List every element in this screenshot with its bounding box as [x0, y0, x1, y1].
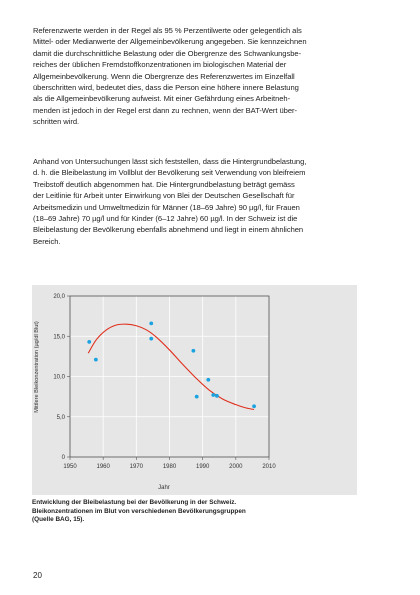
- text-line: Allgemeinbevölkerung. Wenn die Obergrenze des Referenzwertes im Einzelfall: [33, 71, 295, 81]
- data-point: [252, 404, 256, 408]
- text-line: überschritten wird, bedeutet dies, dass die Person eine höhere innere Belastung: [33, 83, 299, 93]
- text-line: reiches der üblichen Fremdstoffkonzentrationen im biologischen Material der: [33, 60, 287, 70]
- data-point: [94, 358, 98, 362]
- text-line: Arbeitsmedizin und Umweltmedizin für Männer (18–69 Jahre) 90 µg/l, für Frauen: [33, 202, 300, 212]
- text-line: als die Allgemeinbevölkerung aufweist. Mit einer Gefährdung eines Arbeitneh-: [33, 94, 291, 104]
- text-line: der Leitlinie für Arbeit unter Einwirkung von Blei der Deutschen Gesellschaft für: [33, 191, 295, 201]
- data-point: [191, 349, 195, 353]
- text-line: damit die durchschnittliche Belastung oder die Obergrenze des Schwankungsbe-: [33, 48, 302, 58]
- x-axis-label: Jahr: [158, 485, 170, 491]
- data-point: [195, 395, 199, 399]
- y-tick-label: 0: [61, 455, 65, 461]
- text-line: schritten wird.: [33, 117, 80, 127]
- chart-trend: [88, 324, 254, 409]
- text-line: (18–69 Jahre) 70 µg/l und für Kinder (6–12 Jahre) 60 µg/l. In der Schweiz ist die: [33, 214, 298, 224]
- caption-line: Bleikonzentrationen im Blut von verschiedenen Bevölkerungsgruppen: [32, 507, 246, 515]
- data-point: [149, 321, 153, 325]
- x-tick-label: 1950: [63, 464, 77, 470]
- text-line: d. h. die Bleibelastung im Vollblut der Bevölkerung seit Verwendung von bleifreiem: [33, 168, 306, 178]
- chart-grid: [70, 296, 269, 457]
- chart-axes: [53, 294, 276, 470]
- x-tick-label: 1990: [195, 464, 210, 470]
- data-point: [87, 340, 91, 344]
- text-line: Bereich.: [33, 236, 61, 246]
- y-tick-label: 10,0: [53, 374, 65, 381]
- trend-line: [88, 324, 254, 409]
- lead-concentration-chart: [32, 285, 357, 495]
- text-line: menden ist jedoch in der Regel erst dann zu rechnen, wenn der BAT-Wert über-: [33, 105, 297, 115]
- text-line: Anhand von Untersuchungen lässt sich feststellen, dass die Hintergrundbelastung,: [33, 157, 307, 166]
- figure-caption: [32, 499, 362, 525]
- x-tick-label: 1970: [129, 464, 144, 470]
- x-tick-label: 1980: [162, 464, 177, 470]
- chart-points: [87, 321, 256, 408]
- page-number: 20: [33, 571, 42, 580]
- y-tick-label: 20,0: [53, 294, 65, 300]
- x-tick-label: 1960: [96, 464, 110, 470]
- text-line: Referenzwerte werden in der Regel als 95 % Perzentilwerte oder gelegentlich als: [33, 26, 302, 35]
- y-tick-label: 15,0: [53, 334, 65, 341]
- text-line: Treibstoff deutlich abgenommen hat. Die Hintergrundbelastung beträgt gemäss: [33, 179, 295, 189]
- data-point: [149, 337, 153, 341]
- x-tick-label: 2000: [229, 464, 243, 470]
- y-tick-label: 5,0: [56, 414, 65, 421]
- caption-line: (Quelle BAG, 15).: [32, 516, 85, 524]
- y-axis-label: Mittlere Bleikonzentration (µg/dl Blut): [34, 321, 40, 413]
- data-point: [206, 378, 210, 382]
- data-point: [211, 393, 215, 397]
- paragraph-reference-values: [33, 25, 395, 128]
- caption-line: Entwicklung der Bleibelastung bei der Bevölkerung in der Schweiz.: [32, 499, 237, 506]
- data-point: [215, 394, 219, 398]
- text-line: Mittel- oder Medianwerte der Allgemeinbevölkerung angegeben. Sie kennzeichnen: [33, 37, 307, 47]
- text-line: Bleibelastung der Bevölkerung ebenfalls abnehmend und liegt in einem ähnlichen: [33, 225, 304, 235]
- paragraph-background-exposure: [33, 156, 395, 247]
- x-tick-label: 2010: [262, 464, 276, 470]
